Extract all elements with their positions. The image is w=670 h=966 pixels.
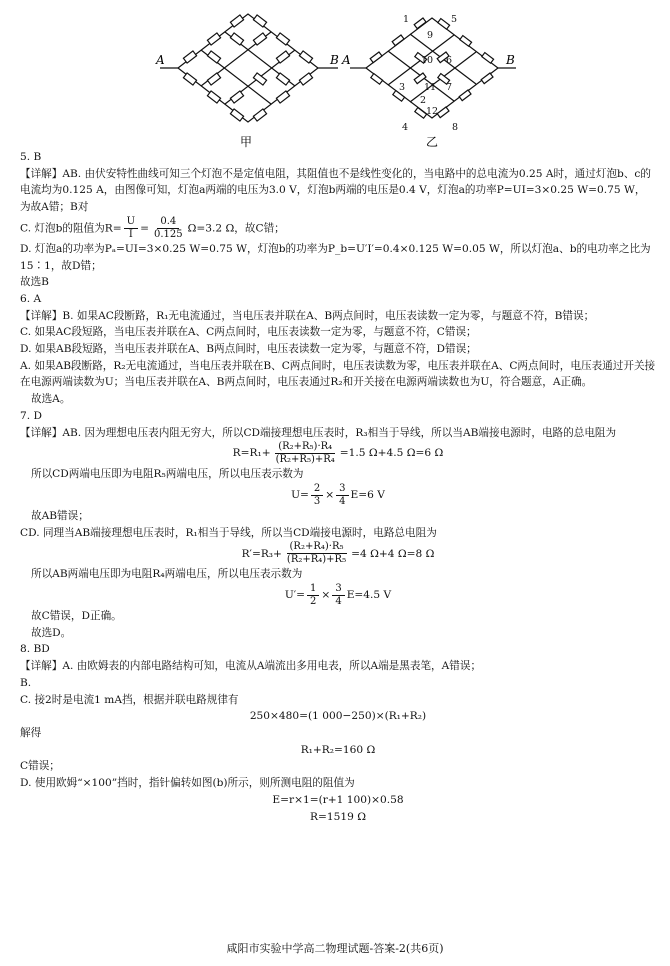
figure-yi-b: B: [506, 53, 515, 67]
figure-jia-label: 甲: [240, 135, 253, 149]
q6-a: A. 如果AB段断路，R₂无电流通过，当电压表并联在B、C两点间时，电压表读数为零，电压表并联在A、C两点间时，电压表通过开关接在电源两端读数为U；当电压表并联在A、B两点间时，电压表通过R₂和开关接在电源两端读数也为U，符合题意，A正确。: [20, 359, 656, 389]
q5-c-post: Ω=3.2 Ω，故C错；: [187, 222, 285, 235]
numerator: 3: [336, 483, 348, 496]
q7-eq1: [20, 441, 656, 466]
fraction: [151, 216, 186, 241]
q6-end: 故选A。: [31, 393, 71, 406]
numerator: (R₂+R₅)·R₄: [275, 441, 335, 454]
fraction: [124, 216, 138, 241]
eq-pre: U=: [291, 489, 309, 502]
numerator: 0.4: [157, 216, 179, 229]
numerator: (R₂+R₄)·R₅: [287, 541, 347, 554]
node-label: 11: [424, 82, 437, 93]
fraction: [311, 483, 323, 508]
node-label: 4: [402, 122, 409, 133]
q7-eq3: [20, 541, 656, 566]
eq-post: =1.5 Ω+4.5 Ω=6 Ω: [339, 447, 444, 460]
numerator: 2: [311, 483, 323, 496]
denominator: 3: [313, 495, 321, 507]
numerator: 3: [332, 583, 344, 596]
node-label: 1: [403, 14, 410, 25]
node-label: 6: [446, 55, 453, 66]
eq-pre: R=R₁+: [232, 447, 271, 460]
denominator: 4: [335, 596, 342, 608]
eq-post: =4 Ω+4 Ω=8 Ω: [351, 547, 435, 560]
q6-c: C. 如果AC段短路，当电压表并联在A、C两点间时，电压表读数一定为零，与题意不符，C错误；: [20, 326, 477, 339]
figure-yi-a: A: [342, 53, 351, 67]
q6-d: D. 如果AB段短路，当电压表并联在A、B两点间时，电压表读数一定为零，与题意不符，D错误；: [20, 343, 477, 356]
denominator: 4: [339, 495, 346, 507]
q8-eq2: R₁+R₂=160 Ω: [300, 743, 376, 756]
figure-jia-b: B: [330, 53, 339, 67]
circuit-figures: [150, 6, 530, 156]
node-label: 2: [420, 95, 427, 106]
figure-jia-resistors: [183, 15, 312, 121]
figure-yi-nodes: [399, 14, 458, 133]
answer-content: [20, 149, 656, 825]
q8-d: D. 使用欧姆“×100”挡时，指针偏转如图(b)所示，则所测电阻的阻值为: [20, 777, 355, 790]
fraction: [336, 483, 348, 508]
q5-c-pre: C. 灯泡b的阻值为R=: [20, 222, 122, 235]
q5-c: [20, 216, 656, 241]
q7-cd: CD. 同理当AB端接理想电压表时，R₁相当于导线，所以当CD端接电源时，电路总电阻为: [20, 526, 437, 539]
times: ×: [321, 589, 331, 602]
node-label: 9: [427, 30, 434, 41]
q8-b: B.: [20, 676, 32, 689]
q8-cw: C错误；: [20, 760, 60, 773]
q6-number: 6. A: [20, 292, 42, 305]
figure-jia: [160, 14, 338, 122]
denominator: (R₂+R₄)+R₅: [286, 554, 347, 566]
times: ×: [325, 489, 335, 502]
q8-solve: 解得: [20, 726, 42, 739]
q8-c: C. 接2时是电流1 mA挡，根据并联电路规律有: [20, 693, 239, 706]
numerator: U: [124, 216, 138, 229]
q8-eq3: E=r×1=(r+1 100)×0.58: [272, 793, 404, 806]
eq-post: E=4.5 V: [346, 589, 392, 602]
node-label: 7: [446, 82, 453, 93]
q5-detail-ab: 【详解】AB. 由伏安特性曲线可知三个灯泡不是定值电阻，其阻值也不是线性变化的，当电路中的总电流为0.25 A时，通过灯泡b、c的电流均为0.125 A，由图像可知，灯泡a两端的电压为3.0 V，灯泡b两端的电压是0.4 V，灯泡a的功率P=UI=3×0.25 W=0.75 W，为故A错；B对: [20, 167, 651, 214]
eq-pre: R′=R₃+: [241, 547, 282, 560]
fraction: [332, 583, 344, 608]
figure-jia-a: A: [156, 53, 165, 67]
q7-number: 7. D: [20, 409, 42, 422]
q5-end: 故选B: [20, 276, 49, 289]
eq-post: E=6 V: [350, 489, 385, 502]
denominator: 2: [310, 596, 317, 608]
q7-ab: 【详解】AB. 因为理想电压表内阻无穷大，所以CD端接理想电压表时，R₃相当于导线，所以当AB端接电源时，电路的总电阻为: [20, 426, 617, 439]
q7-end: 故选D。: [31, 626, 72, 639]
page-footer: 咸阳市实验中学高二物理试题-答案-2(共6页): [226, 942, 444, 955]
eq-pre: U′=: [284, 589, 306, 602]
q7-s1: 所以CD两端电压即为电阻R₅两端电压，所以电压表示数为: [31, 468, 304, 481]
node-label: 8: [452, 122, 459, 133]
node-label: 10: [421, 55, 434, 66]
q5-number: 5. B: [20, 151, 42, 163]
q7-s3: 所以AB两端电压即为电阻R₄两端电压，所以电压表示数为: [31, 568, 303, 581]
q8-eq1: 250×480=(1 000−250)×(R₁+R₂): [249, 710, 427, 723]
q8-a: 【详解】A. 由欧姆表的内部电路结构可知，电流从A端流出多用电表，所以A端是黑表笔，A错误；: [20, 660, 482, 673]
q7-eq4: [20, 583, 656, 608]
node-label: 5: [451, 14, 458, 25]
denominator: I: [128, 228, 133, 240]
denominator: (R₂+R₅)+R₄: [275, 454, 335, 466]
node-label: 12: [426, 106, 439, 117]
numerator: 1: [307, 583, 319, 596]
q7-eq2: [20, 483, 656, 508]
q8-number: 8. BD: [20, 643, 50, 656]
fraction: [273, 441, 338, 466]
q7-s4: 故C错误，D正确。: [31, 610, 122, 623]
node-label: 3: [399, 82, 406, 93]
equals: =: [140, 222, 149, 235]
q5-d: D. 灯泡a的功率为Pₐ=UI=3×0.25 W=0.75 W，灯泡b的功率为P_b=U′I′=0.4×0.125 W=0.05 W，所以灯泡a、b的电功率之比为15∶1，故D错；: [20, 242, 651, 272]
q8-eq4: R=1519 Ω: [310, 810, 366, 823]
q7-s2: 故AB错误；: [31, 509, 89, 522]
figure-yi-label: 乙: [426, 135, 439, 149]
fraction: [284, 541, 349, 566]
q6-b: 【详解】B. 如果AC段断路，R₁无电流通过，当电压表并联在A、B两点间时，电压表读数一定为零，与题意不符，B错误；: [20, 309, 595, 322]
denominator: 0.125: [154, 228, 183, 240]
fraction: [307, 583, 319, 608]
